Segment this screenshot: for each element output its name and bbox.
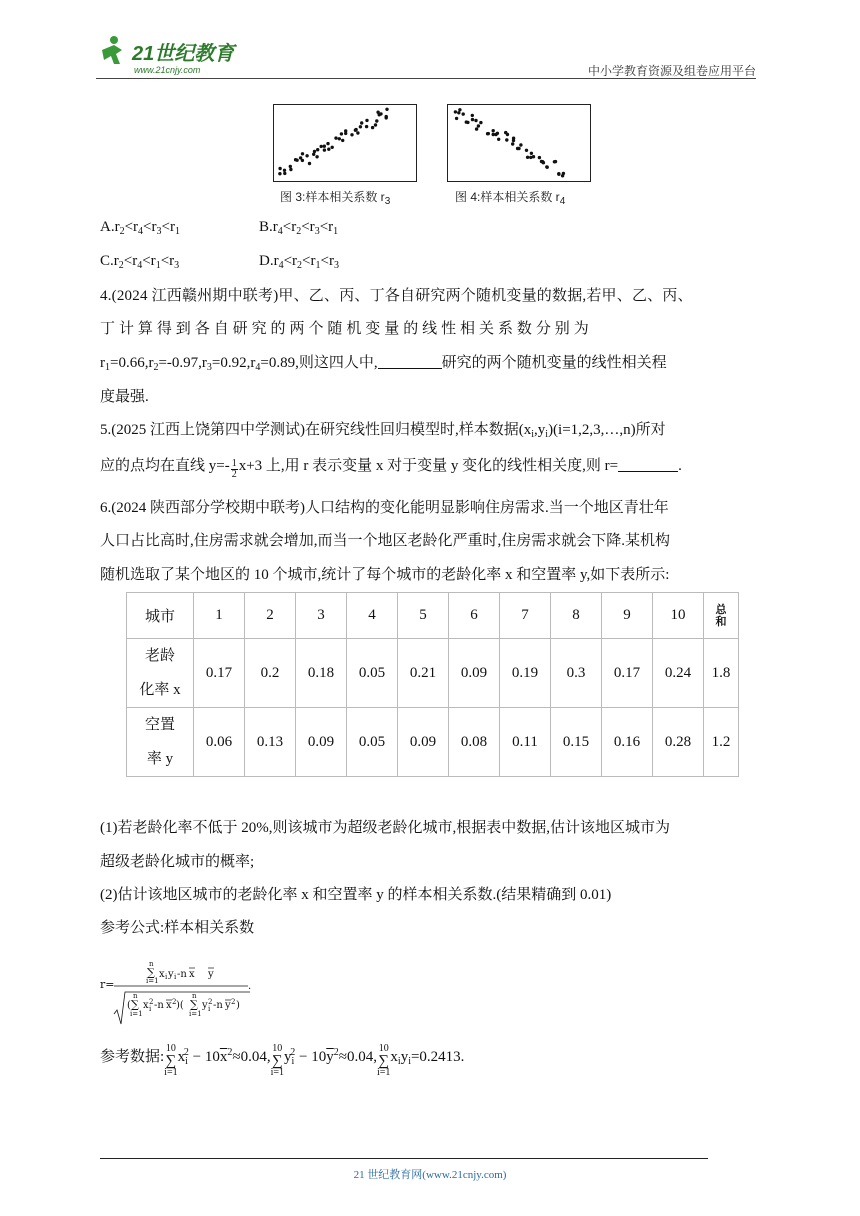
table-cell: 0.11 bbox=[500, 708, 551, 777]
svg-text:i: i bbox=[208, 1005, 211, 1013]
scatter-dot bbox=[359, 125, 362, 128]
scatter-dot bbox=[465, 120, 468, 123]
scatter-dot bbox=[516, 147, 519, 150]
svg-text:y: y bbox=[208, 969, 214, 980]
svg-text:2: 2 bbox=[149, 998, 154, 1006]
ref-formula-label: 参考公式:样本相关系数 bbox=[100, 920, 255, 936]
svg-text:i: i bbox=[165, 973, 168, 981]
logo-title: 21世纪教育 bbox=[132, 43, 235, 65]
table-cell: 0.15 bbox=[551, 708, 602, 777]
option-d: $D.r_4<r_2<r_1<r_3$ bbox=[259, 253, 339, 271]
table-cell: 0.28 bbox=[653, 708, 704, 777]
svg-text:y: y bbox=[202, 1000, 208, 1011]
scatter-dot bbox=[360, 121, 363, 124]
scatter-dot bbox=[375, 119, 378, 122]
scatter-dot bbox=[323, 145, 326, 148]
scatter-dot bbox=[479, 121, 482, 124]
table-header-row bbox=[127, 593, 739, 639]
scatter-dot bbox=[385, 116, 388, 119]
scatter-dot bbox=[457, 111, 460, 114]
footer-divider bbox=[100, 1158, 708, 1159]
scatter-figure-3 bbox=[273, 104, 417, 182]
ref-data-line: 参考数据:10 ∑ $i=1x_i^2 - 10\overline{x}^2\approx 0.04,10$ ∑ $i=1y_i^2 - 10\overline{y}^2\approx 0.04,10$ ∑ $i=1x_iy_i=0.2413$. bbox=[100, 1043, 465, 1078]
table-cell: 0.09 bbox=[449, 639, 500, 708]
table-cell: 0.19 bbox=[500, 639, 551, 708]
header-divider bbox=[96, 78, 756, 79]
option-a: $A.r_2<r_4<r_3<r_1$ bbox=[100, 219, 180, 237]
svg-text:x: x bbox=[166, 1000, 172, 1011]
sum-symbol: 10 ∑ i=1 bbox=[270, 1043, 284, 1078]
table-cell: 0.21 bbox=[398, 639, 449, 708]
scatter-plot-negative bbox=[448, 105, 590, 181]
q4-line-4: 度最强. bbox=[100, 389, 149, 405]
scatter-dot bbox=[301, 159, 304, 162]
svg-text:): ) bbox=[236, 1000, 240, 1011]
scatter-dot bbox=[454, 110, 457, 113]
scatter-dot bbox=[283, 169, 286, 172]
correlation-formula bbox=[100, 958, 260, 1030]
table-cell: 0.3 bbox=[551, 639, 602, 708]
scatter-dot bbox=[295, 159, 298, 162]
svg-text:∑: ∑ bbox=[190, 998, 198, 1011]
scatter-dot bbox=[379, 112, 382, 115]
scatter-plot-positive bbox=[274, 105, 416, 181]
logo-subtitle: www.21cnjy.com bbox=[134, 65, 201, 75]
table-cell: 0.18 bbox=[296, 639, 347, 708]
scatter-dot bbox=[538, 156, 541, 159]
table-row-aging bbox=[127, 639, 739, 708]
scatter-dot bbox=[331, 146, 334, 149]
scatter-dot bbox=[278, 172, 281, 175]
q5-answer-blank[interactable] bbox=[618, 457, 678, 472]
scatter-dot bbox=[371, 126, 374, 129]
scatter-dot bbox=[354, 129, 357, 132]
svg-text:n: n bbox=[133, 992, 138, 1000]
table-header-sum: 总 和 bbox=[704, 593, 739, 639]
scatter-dot bbox=[374, 123, 377, 126]
table-cell: 0.09 bbox=[296, 708, 347, 777]
scatter-dot bbox=[561, 174, 564, 177]
svg-text:∑: ∑ bbox=[131, 998, 139, 1011]
figure-4-caption: 图 4:样本相关系数 $r_4$ bbox=[455, 190, 566, 207]
svg-text:y: y bbox=[168, 969, 174, 980]
svg-text:x: x bbox=[189, 969, 195, 980]
option-c: $C.r_2<r_4<r_1<r_3$ bbox=[100, 253, 180, 271]
scatter-dot bbox=[301, 152, 304, 155]
q4-line-3: $r_1=0.66,r_2=-0.97,r_3=0.92,r_4=0.89$,则这四人中, 研究的两个随机变量的线性相关程 bbox=[100, 355, 667, 373]
scatter-dot bbox=[455, 117, 458, 120]
svg-text:(: ( bbox=[127, 1000, 131, 1011]
table-cell-sum: 1.2 bbox=[704, 708, 739, 777]
q6-part2: (2)估计该地区城市的老龄化率 x 和空置率 y 的样本相关系数.(结果精确到 0.01) bbox=[100, 887, 612, 903]
svg-text:2: 2 bbox=[231, 998, 236, 1006]
fraction-one-half: $\frac{1}{2}$ bbox=[231, 458, 237, 480]
table-cell: 0.17 bbox=[194, 639, 245, 708]
table-cell: 0.05 bbox=[347, 639, 398, 708]
svg-text:-n: -n bbox=[177, 969, 187, 980]
svg-text:r=: r= bbox=[100, 978, 115, 991]
scatter-dot bbox=[289, 165, 292, 168]
table-header-cell: 9 bbox=[602, 593, 653, 639]
scatter-dot bbox=[327, 148, 330, 151]
table-cell: 0.13 bbox=[245, 708, 296, 777]
table-header-cell: 2 bbox=[245, 593, 296, 639]
scatter-dot bbox=[320, 145, 323, 148]
scatter-dot bbox=[496, 132, 499, 135]
table-row-label: 空置 率 y bbox=[127, 708, 194, 777]
table-header-label: 城市 bbox=[127, 593, 194, 639]
scatter-dot bbox=[334, 136, 337, 139]
scatter-dot bbox=[338, 137, 341, 140]
scatter-dot bbox=[474, 119, 477, 122]
option-b: $B.r_4<r_2<r_3<r_1$ bbox=[259, 219, 339, 237]
table-cell: 0.09 bbox=[398, 708, 449, 777]
scatter-dot bbox=[475, 127, 478, 130]
scatter-dot bbox=[506, 133, 509, 136]
table-header-cell: 6 bbox=[449, 593, 500, 639]
table-cell: 0.08 bbox=[449, 708, 500, 777]
scatter-dot bbox=[526, 156, 529, 159]
scatter-dot bbox=[326, 142, 329, 145]
table-row-vacancy bbox=[127, 708, 739, 777]
q6-part1-line-1: (1)若老龄化率不低于 20%,则该城市为超级老龄化城市,根据表中数据,估计该地区城市为 bbox=[100, 820, 670, 836]
scatter-dot bbox=[497, 138, 500, 141]
q4-line-1: 4.(2024 江西赣州期中联考)甲、乙、丙、丁各自研究两个随机变量的数据,若甲、乙、丙、 bbox=[100, 288, 693, 304]
table-header-cell: 5 bbox=[398, 593, 449, 639]
svg-text:-n: -n bbox=[154, 1000, 164, 1011]
table-header-cell: 3 bbox=[296, 593, 347, 639]
svg-text:i: i bbox=[174, 973, 177, 981]
scatter-dot bbox=[458, 108, 461, 111]
scatter-dot bbox=[283, 172, 286, 175]
scatter-dot bbox=[554, 160, 557, 163]
scatter-dot bbox=[365, 125, 368, 128]
table-cell: 0.24 bbox=[653, 639, 704, 708]
scatter-dot bbox=[312, 153, 315, 156]
scatter-dot bbox=[546, 166, 549, 169]
scatter-dot bbox=[278, 167, 281, 170]
scatter-dot bbox=[541, 160, 544, 163]
table-cell: 0.16 bbox=[602, 708, 653, 777]
svg-text:i=1: i=1 bbox=[189, 1010, 202, 1018]
table-header-cell: 8 bbox=[551, 593, 602, 639]
scatter-dot bbox=[315, 155, 318, 158]
svg-text:i=1: i=1 bbox=[146, 977, 159, 985]
scatter-dot bbox=[530, 152, 533, 155]
scatter-dot bbox=[519, 143, 522, 146]
scatter-dot bbox=[340, 132, 343, 135]
platform-name: 中小学教育资源及组卷应用平台 bbox=[587, 64, 756, 78]
scatter-dot bbox=[308, 162, 311, 165]
svg-text:y: y bbox=[225, 1000, 231, 1011]
footer-site-text: 21 世纪教育网(www.21cnjy.com) bbox=[353, 1169, 507, 1181]
svg-text:n: n bbox=[192, 992, 197, 1000]
scatter-dot bbox=[313, 150, 316, 153]
scatter-dot bbox=[323, 148, 326, 151]
scatter-dot bbox=[385, 108, 388, 111]
svg-text:∑: ∑ bbox=[147, 966, 155, 979]
data-table bbox=[126, 592, 739, 777]
svg-text:x: x bbox=[159, 969, 165, 980]
q6-line-3: 随机选取了某个地区的 10 个城市,统计了每个城市的老龄化率 x 和空置率 y,如下表所示: bbox=[100, 567, 670, 583]
q6-line-2: 人口占比高时,住房需求就会增加,而当一个地区老龄化严重时,住房需求就会下降.某机构 bbox=[100, 533, 671, 549]
table-header-cell: 1 bbox=[194, 593, 245, 639]
svg-text:2: 2 bbox=[172, 998, 177, 1006]
svg-text:i=1: i=1 bbox=[130, 1010, 143, 1018]
scatter-dot bbox=[532, 155, 535, 158]
q6-line-1: 6.(2024 陕西部分学校期中联考)人口结构的变化能明显影响住房需求.当一个地区青壮年 bbox=[100, 500, 669, 516]
sum-symbol: 10 ∑ i=1 bbox=[376, 1043, 391, 1078]
scatter-dot bbox=[505, 138, 508, 141]
table-cell: 0.2 bbox=[245, 639, 296, 708]
q5-line-2: 应的点均在直线 y=- $\frac{1}{2}$ x+3 上,用 r 表示变量 x 对于变量 y 变化的线性相关度,则 r= . bbox=[100, 458, 682, 480]
table-cell-sum: 1.8 bbox=[704, 639, 739, 708]
svg-text:i: i bbox=[149, 1005, 152, 1013]
scatter-dot bbox=[356, 131, 359, 134]
q6-part1-line-2: 超级老龄化城市的概率; bbox=[100, 854, 255, 870]
svg-text:2: 2 bbox=[208, 998, 213, 1006]
scatter-dot bbox=[557, 172, 560, 175]
table-header-cell: 7 bbox=[500, 593, 551, 639]
sum-symbol: 10 ∑ i=1 bbox=[164, 1043, 178, 1078]
svg-text:x: x bbox=[143, 1000, 149, 1011]
svg-text:n: n bbox=[149, 960, 154, 968]
table-cell: 0.06 bbox=[194, 708, 245, 777]
svg-text:.: . bbox=[248, 981, 252, 992]
scatter-figure-4 bbox=[447, 104, 591, 182]
svg-text:-n: -n bbox=[213, 1000, 223, 1011]
scatter-dot bbox=[486, 132, 489, 135]
scatter-dot bbox=[462, 112, 465, 115]
table-row-label: 老龄 化率 x bbox=[127, 639, 194, 708]
scatter-dot bbox=[316, 148, 319, 151]
figure-3-caption: 图 3:样本相关系数 $r_3$ bbox=[280, 190, 391, 207]
site-logo bbox=[92, 32, 262, 78]
table-header-cell: 10 bbox=[653, 593, 704, 639]
q4-line-2: 丁 计 算 得 到 各 自 研 究 的 两 个 随 机 变 量 的 线 性 相 关 系 数 分 别 为 bbox=[100, 321, 589, 337]
scatter-dot bbox=[477, 124, 480, 127]
table-header-cell: 4 bbox=[347, 593, 398, 639]
scatter-dot bbox=[492, 129, 495, 132]
scatter-dot bbox=[511, 142, 514, 145]
svg-text:)(: )( bbox=[176, 1000, 184, 1011]
scatter-dot bbox=[305, 154, 308, 157]
scatter-dot bbox=[344, 132, 347, 135]
scatter-dot bbox=[471, 118, 474, 121]
scatter-dot bbox=[350, 133, 353, 136]
q5-line-1: 5.(2025 江西上饶第四中学测试)在研究线性回归模型时,样本数据$(x_i,y_i)(i=1,2,3,\dots,n)$所对 bbox=[100, 422, 666, 440]
scatter-dot bbox=[512, 139, 515, 142]
scatter-dot bbox=[525, 149, 528, 152]
scatter-dot bbox=[471, 114, 474, 117]
q4-answer-blank[interactable] bbox=[378, 354, 442, 369]
table-cell: 0.17 bbox=[602, 639, 653, 708]
table-cell: 0.05 bbox=[347, 708, 398, 777]
scatter-dot bbox=[365, 119, 368, 122]
scatter-dot bbox=[289, 168, 292, 171]
scatter-dot bbox=[341, 139, 344, 142]
